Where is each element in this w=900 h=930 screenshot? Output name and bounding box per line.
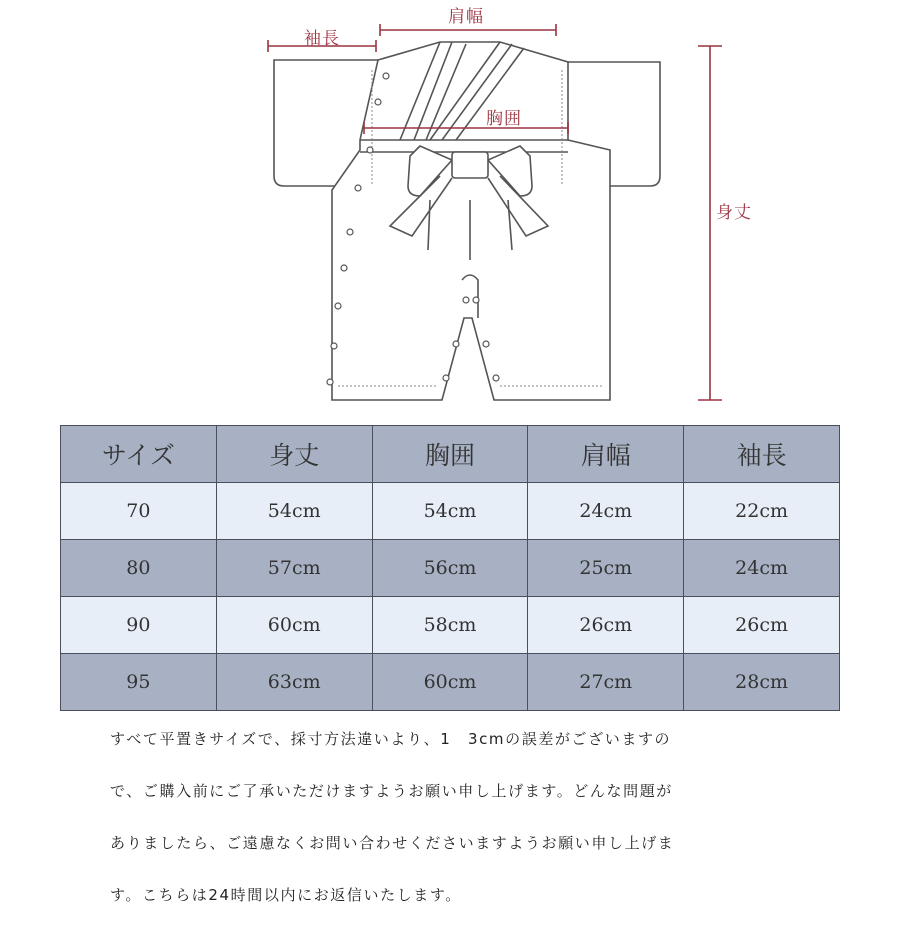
note-line: で、ご購入前にご了承いただけますようお願い申し上げます。どんな問題が: [110, 782, 673, 800]
cell-shoulder-width: 27cm: [528, 654, 684, 711]
garment-diagram: [0, 0, 900, 420]
header-sleeve-length: 袖長: [684, 426, 840, 483]
cell-size: 90: [61, 597, 217, 654]
cell-size: 95: [61, 654, 217, 711]
chest-label: 胸囲: [486, 109, 522, 129]
size-table: [60, 425, 840, 711]
header-body-length: 身丈: [216, 426, 372, 483]
cell-size: 80: [61, 540, 217, 597]
table-row: [61, 654, 840, 711]
table-row: [61, 597, 840, 654]
cell-sleeve-length: 28cm: [684, 654, 840, 711]
sleeve-length-label: 袖長: [304, 29, 340, 49]
measurement-notes: [110, 722, 810, 930]
cell-chest: 56cm: [372, 540, 528, 597]
table-row: [61, 540, 840, 597]
size-table-header: [61, 426, 840, 483]
cell-chest: 60cm: [372, 654, 528, 711]
body-length-label: 身丈: [716, 203, 752, 223]
note-line: すべて平置きサイズで、採寸方法違いより、1 3cmの誤差がございますの: [110, 730, 672, 748]
cell-shoulder-width: 26cm: [528, 597, 684, 654]
cell-shoulder-width: 25cm: [528, 540, 684, 597]
note-line: す。こちらは24時間以内にお返信いたします。: [110, 886, 462, 904]
cell-sleeve-length: 22cm: [684, 483, 840, 540]
header-shoulder-width: 肩幅: [528, 426, 684, 483]
romper-illustration: [0, 0, 900, 420]
header-size: サイズ: [61, 426, 217, 483]
header-chest: 胸囲: [372, 426, 528, 483]
cell-sleeve-length: 24cm: [684, 540, 840, 597]
cell-chest: 58cm: [372, 597, 528, 654]
cell-body-length: 57cm: [216, 540, 372, 597]
cell-body-length: 60cm: [216, 597, 372, 654]
cell-body-length: 63cm: [216, 654, 372, 711]
cell-body-length: 54cm: [216, 483, 372, 540]
cell-shoulder-width: 24cm: [528, 483, 684, 540]
shoulder-width-label: 肩幅: [448, 7, 484, 27]
note-line: ありましたら、ご遠慮なくお問い合わせくださいますようお願い申し上げま: [110, 834, 675, 852]
cell-sleeve-length: 26cm: [684, 597, 840, 654]
cell-size: 70: [61, 483, 217, 540]
cell-chest: 54cm: [372, 483, 528, 540]
table-row: [61, 483, 840, 540]
